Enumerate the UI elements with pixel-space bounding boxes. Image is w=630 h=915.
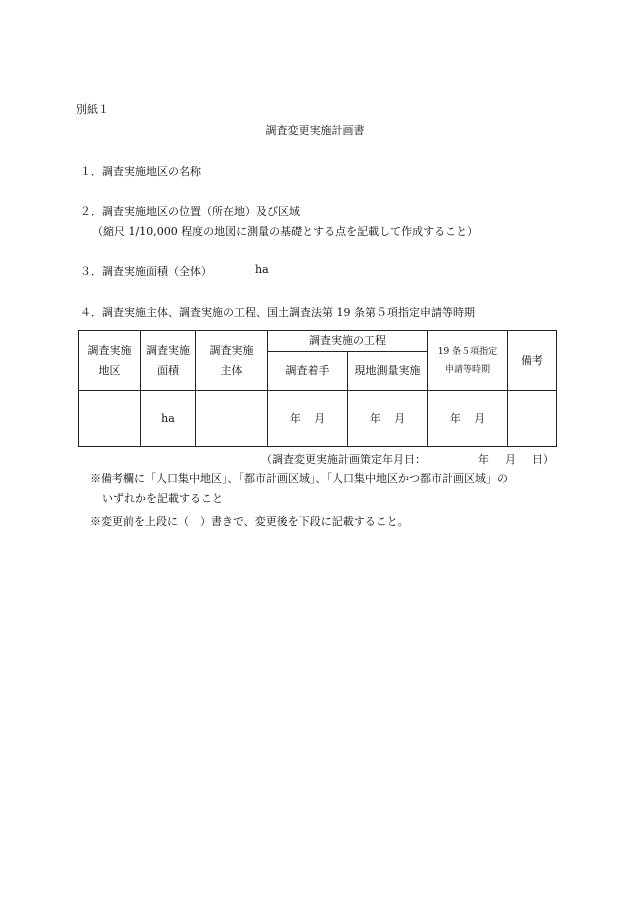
header-entity (196, 331, 268, 391)
policy-date-day: 日） (532, 453, 554, 466)
cell-district (79, 391, 141, 447)
cell-designation-year: 年 (449, 411, 461, 425)
cell-start-month: 月 (314, 411, 326, 425)
section-3-heading: ３．調査実施面積（全体） (80, 265, 212, 278)
policy-date-line (261, 451, 554, 467)
header-start: 調査着手 (268, 352, 348, 391)
note-remarks-line2: いずれかを記載すること (102, 492, 223, 505)
cell-entity (196, 391, 268, 447)
cell-area: ha (141, 391, 196, 447)
cell-survey (348, 391, 428, 447)
cell-survey-month: 月 (394, 411, 406, 425)
header-entity-line2: 主体 (220, 363, 243, 377)
section-3-unit: ha (255, 263, 269, 276)
cell-start (268, 391, 348, 447)
header-area-line1: 調査実施 (146, 343, 190, 357)
cell-designation (428, 391, 508, 447)
section-2-heading: ２．調査実施地区の位置（所在地）及び区域 (80, 205, 300, 218)
header-area (141, 331, 196, 391)
header-area-line2: 面積 (157, 363, 179, 377)
header-district-line1: 調査実施 (87, 343, 132, 357)
policy-date-year: 年 (478, 453, 489, 466)
document-title: 調査変更実施計画書 (265, 124, 365, 137)
header-schedule: 調査実施の工程 (268, 331, 428, 352)
header-district (79, 331, 141, 391)
section-2-note: （縮尺 1/10,000 程度の地図に測量の基礎とする点を記載して作成すること） (92, 225, 479, 238)
header-district-line2: 地区 (98, 363, 121, 377)
note-remarks-line1: ※備考欄に「人口集中地区」、「都市計画区域」、「人口集中地区かつ都市計画区域」の (90, 472, 508, 485)
attachment-label: 別紙１ (76, 103, 109, 116)
policy-date-month: 月 (505, 453, 516, 466)
header-designation (428, 331, 508, 391)
section-1-heading: １．調査実施地区の名称 (80, 165, 201, 178)
cell-start-year: 年 (289, 411, 301, 425)
policy-date-label: （調査変更実施計画策定年月日： (261, 453, 426, 466)
cell-remarks (508, 391, 557, 447)
header-survey: 現地測量実施 (348, 352, 428, 391)
cell-survey-year: 年 (369, 411, 381, 425)
header-entity-line1: 調査実施 (209, 343, 254, 357)
header-designation-line2: 申請等時期 (444, 364, 490, 375)
schedule-table (78, 330, 557, 447)
cell-designation-month: 月 (474, 411, 486, 425)
header-remarks: 備考 (508, 331, 557, 391)
section-4-heading: ４．調査実施主体、調査実施の工程、国土調査法第 19 条第５項指定申請等時期 (80, 306, 475, 319)
header-designation-line1: 19 条５項指定 (437, 346, 498, 357)
note-change-format: ※変更前を上段に（ ）書きで、変更後を下段に記載すること。 (90, 515, 409, 528)
